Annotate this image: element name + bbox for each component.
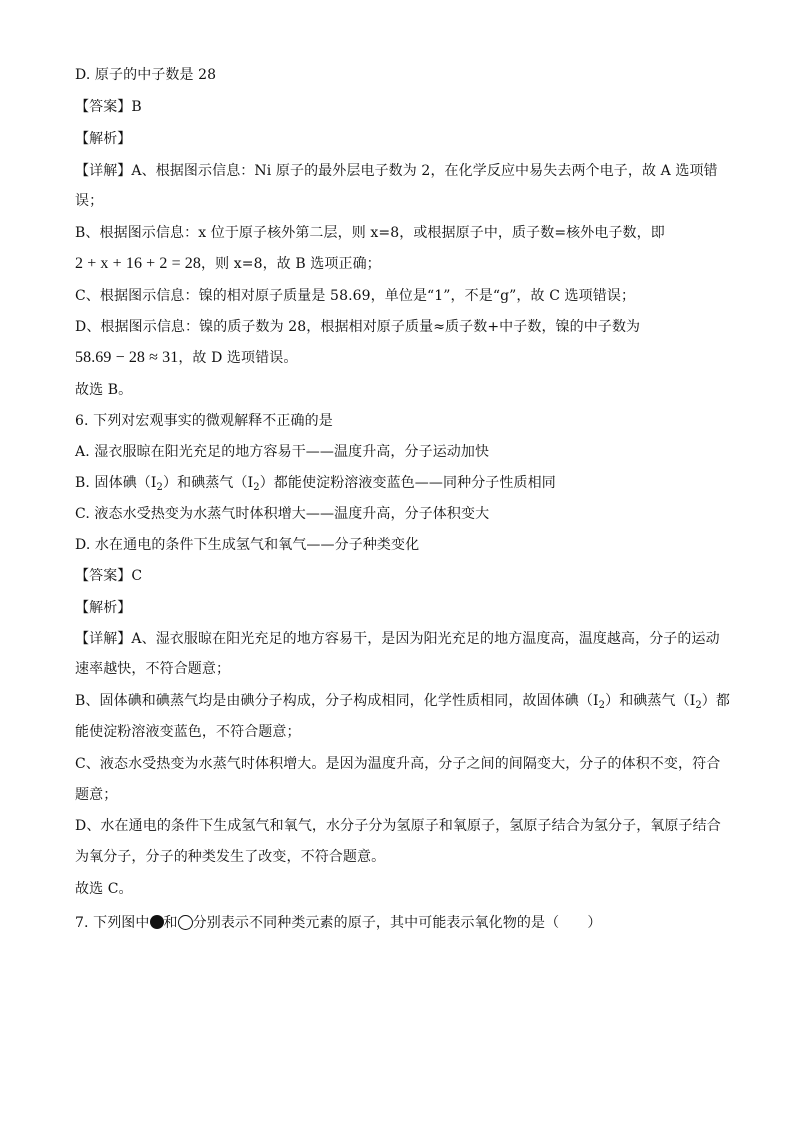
q6-option-b-part2: ）和碘蒸气（I bbox=[163, 475, 254, 491]
q7-stem-part1: 7. 下列图中 bbox=[75, 915, 150, 931]
q5-d-line2-rest: ，故 D 选项错误。 bbox=[178, 350, 298, 366]
empty-circle-icon bbox=[178, 915, 193, 930]
q6-analysis-heading: 【解析】 bbox=[75, 600, 132, 616]
q6-option-c: C. 液态水受热变为水蒸气时体积增大——温度升高，分子体积变大 bbox=[75, 506, 490, 522]
q6-b-line1-sub2: 2 bbox=[695, 700, 702, 711]
q5-b-line1: B、根据图示信息：x 位于原子核外第二层，则 x=8，或根据原子中，质子数=核外电子数，即 bbox=[75, 225, 665, 241]
filled-circle-icon bbox=[150, 915, 164, 929]
q6-conclusion: 故选 C。 bbox=[75, 881, 133, 897]
q7-stem-part2: 和 bbox=[163, 915, 178, 931]
q5-b-line2 bbox=[75, 255, 381, 273]
q5-d-line2 bbox=[75, 349, 297, 367]
q6-b-line1-part3: ）都 bbox=[701, 693, 730, 709]
q6-b-line1-sub1: 2 bbox=[598, 700, 606, 711]
q5-b-line2-rest: ，则 x=8，故 B 选项正确； bbox=[201, 256, 381, 272]
q6-option-b-part1: B. 固体碘（I bbox=[75, 475, 157, 491]
q6-b-line1-part1: B、固体碘和碘蒸气均是由碘分子构成，分子构成相同，化学性质相同，故固体碘（I bbox=[75, 693, 599, 709]
q6-stem: 6. 下列对宏观事实的微观解释不正确的是 bbox=[75, 413, 333, 429]
q5-conclusion: 故选 B。 bbox=[75, 382, 133, 398]
q6-option-b-part3: ）都能使淀粉溶液变蓝色——同种分子性质相同 bbox=[259, 475, 556, 491]
q7-stem-part3: 分别表示不同种类元素的原子，其中可能表示氧化物的是（ ） bbox=[192, 915, 602, 931]
q5-analysis-heading: 【解析】 bbox=[75, 131, 132, 147]
q6-option-d: D. 水在通电的条件下生成氢气和氧气——分子种类变化 bbox=[75, 537, 420, 553]
q5-d-line1: D、根据图示信息：镍的质子数为 28，根据相对原子质量≈质子数+中子数，镍的中子数为 bbox=[75, 319, 641, 335]
q6-b-line1 bbox=[75, 692, 730, 715]
q6-b-line2: 能使淀粉溶液变蓝色，不符合题意； bbox=[75, 724, 301, 740]
q5-d-equation: 58.69 − 28 ≈ 31 bbox=[75, 349, 179, 366]
q6-d-line1: D、水在通电的条件下生成氢气和氧气，水分子分为氢原子和氧原子，氢原子结合为氢分子，氧原子结合 bbox=[75, 818, 721, 834]
q6-d-line2: 为氧分子，分子的种类发生了改变，不符合题意。 bbox=[75, 849, 386, 865]
q6-a-line1: 【详解】A、湿衣服晾在阳光充足的地方容易干，是因为阳光充足的地方温度高，温度越高，分子的运动 bbox=[75, 631, 720, 647]
q6-c-line2: 题意； bbox=[75, 787, 118, 803]
q6-option-a: A. 湿衣服晾在阳光充足的地方容易干——温度升高，分子运动加快 bbox=[75, 444, 490, 460]
q6-option-b-sub1: 2 bbox=[156, 482, 163, 493]
q6-answer: 【答案】C bbox=[75, 568, 143, 584]
q7-stem bbox=[75, 914, 602, 932]
q5-detail-line1: 【详解】A、根据图示信息：Ni 原子的最外层电子数为 2，在化学反应中易失去两个电子，故 A 选项错 bbox=[75, 163, 718, 179]
q5-detail-line2: 误； bbox=[75, 193, 104, 209]
q5-answer: 【答案】B bbox=[75, 99, 142, 115]
q6-option-b bbox=[75, 474, 556, 497]
q6-option-b-sub2: 2 bbox=[253, 482, 260, 493]
q5-c-line1: C、根据图示信息：镍的相对原子质量是 58.69，单位是“1”，不是“g”，故 C 选项错误； bbox=[75, 288, 636, 304]
q5-option-d: D. 原子的中子数是 28 bbox=[75, 67, 217, 83]
q6-b-line1-part2: ）和碘蒸气（I bbox=[605, 693, 696, 709]
q6-c-line1: C、液态水受热变为水蒸气时体积增大。是因为温度升高，分子之间的间隔变大，分子的体积不变，符合 bbox=[75, 756, 721, 772]
q6-a-line2: 速率越快，不符合题意； bbox=[75, 661, 231, 677]
q5-b-equation: 2 + x + 16 + 2 = 28 bbox=[75, 255, 201, 272]
